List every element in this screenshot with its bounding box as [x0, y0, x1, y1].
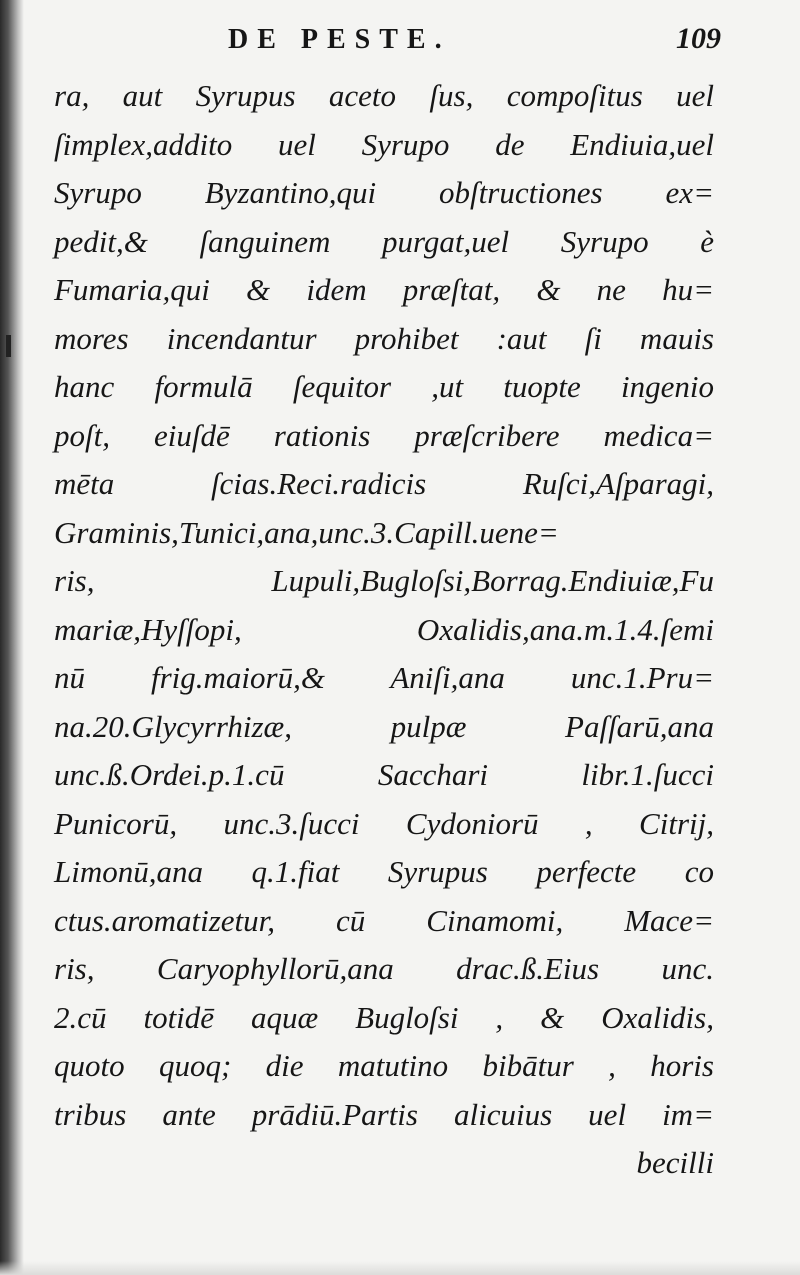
text-line: unc.ß.Ordei.p.1.cū Sacchari libr.1.ſucci [54, 757, 714, 792]
text-line: pedit,& ſanguinem purgat,uel Syrupo è [54, 223, 714, 259]
text-line: 2.cū totidē aquæ Bugloſsi , & Oxalidis, [54, 999, 714, 1035]
text-line: mores incendantur prohibet :aut ſi mauis [54, 320, 714, 356]
catchword: becilli [636, 1145, 714, 1180]
text-line: poſt, eiuſdē rationis præſcribere medica= [54, 417, 714, 453]
text-line: Limonū,ana q.1.fiat Syrupus perfecte co [54, 854, 714, 889]
text-line: Syrupo Byzantino,qui obſtructiones ex= [54, 175, 714, 210]
text-line: na.20.Glycyrrhizæ, pulpæ Paſſarū,ana [54, 708, 714, 744]
text-line: ra, aut Syrupus aceto ſus, compoſitus uel [54, 78, 714, 113]
text-line: mariæ,Hyſſopi, Oxalidis,ana.m.1.4.ſemi [54, 611, 714, 647]
text-line: Graminis,Tunici,ana,unc.3.Capill.uene= [54, 514, 559, 550]
text-line: ctus.aromatizetur, cū Cinamomi, Mace= [54, 902, 714, 938]
page-bottom-shade [0, 1261, 800, 1275]
page-number: 109 [676, 22, 721, 55]
text-line: quoto quoq; die matutino bibātur , horis [54, 1048, 714, 1083]
text-line: ris, Lupuli,Bugloſsi,Borrag.Endiuiæ,Fu [54, 563, 714, 598]
text-line: mēta ſcias.Reci.radicis Ruſci,Aſparagi, [54, 466, 714, 501]
text-line: Fumaria,qui & idem præſtat, & ne hu= [54, 272, 714, 307]
running-title: DE PESTE. [228, 24, 451, 55]
text-line: hanc formulā ſequitor ,ut tuopte ingenio [54, 369, 714, 404]
text-line: Punicorū, unc.3.ſucci Cydoniorū , Citrij, [54, 805, 714, 841]
text-line: nū frig.maiorū,& Aniſi,ana unc.1.Pru= [54, 660, 714, 695]
text-line: tribus ante prādiū.Partis alicuius uel im= [54, 1096, 714, 1132]
text-line: ſimplex,addito uel Syrupo de Endiuia,uel [54, 126, 714, 162]
text-block [54, 72, 714, 1188]
page-gutter-shadow [0, 0, 24, 1275]
text-line: ris, Caryophyllorū,ana drac.ß.Eius unc. [54, 951, 714, 986]
margin-mark [6, 335, 11, 357]
